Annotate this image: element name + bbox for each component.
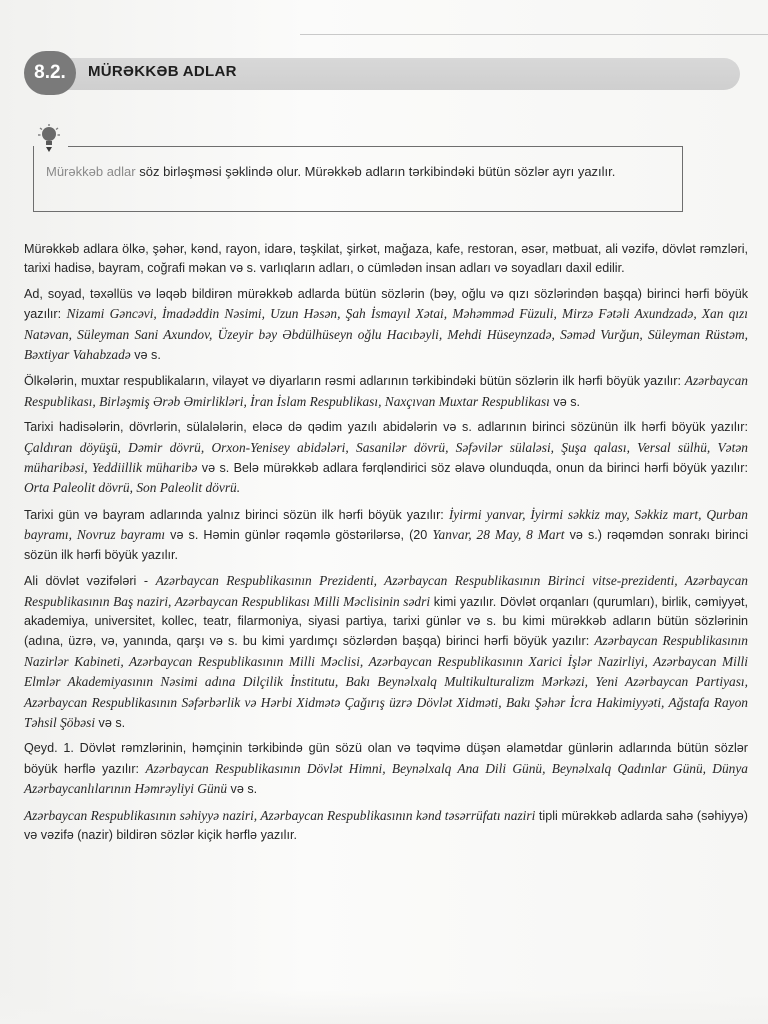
example-text: Çaldıran döyüşü, Dəmir dövrü, Orxon-Yenisey abidələri, Sasanilər dövrü, Səfəvilər sülaləsi, Şuşa qalası, Versal sülhü, Vətən müharibəsi, Yeddiillik müharibə [24, 439, 748, 476]
rule-text: və s. [95, 715, 126, 730]
rule-text: Ad, soyad, təxəllüs və ləqəb bildirən mürəkkəb adlarda bütün sözlərin (bəy, oğlu və qızı sözlərindən başqa) birinci hərfi böyük yazılır: [24, 286, 748, 322]
top-rule [300, 34, 768, 35]
rule-text: və s. [549, 394, 581, 409]
example-text: Azərbaycan Respublikasının səhiyyə naziri, Azərbaycan Respublikasının kənd təsərrüfatı naziri [24, 807, 536, 823]
example-text: Azərbaycan Respublikası, Birləşmiş Ərəb Əmirlikləri, İran İslam Respublikası, Naxçıvan Muxtar Respublikası [24, 373, 748, 409]
paragraph [24, 806, 748, 846]
rule-text: və s. Belə mürəkkəb adlara fərqləndirici söz əlavə olunduqda, onun da birinci hərfi böyük yazılır: [197, 461, 748, 476]
example-text: İyirmi yanvar, İyirmi səkkiz may, Səkkiz mart, Qurban bayramı, Novruz bayramı [24, 506, 748, 543]
rule-text: Qeyd. 1. Dövlət rəmzlərinin, həmçinin tərkibində gün sözü olan və təqvimə düşən əlamətdar günlərin adlarında bütün sözlər böyük hərflə yazılır: [24, 741, 748, 776]
paragraph [24, 505, 748, 565]
rule-text: Tarixi gün və bayram adlarında yalnız birinci sözün ilk hərfi böyük yazılır: [24, 507, 449, 522]
note-text [46, 162, 666, 181]
paragraph [24, 739, 748, 799]
rule-text: və s. [130, 348, 161, 363]
example-text: Yanvar, 28 May, 8 Mart [432, 527, 565, 543]
body-text [24, 240, 748, 851]
note-highlight: Mürəkkəb adlar [46, 164, 136, 179]
paragraph [24, 571, 748, 733]
rule-text: kimi yazılır. Dövlət orqanları (qurumları), birlik, cəmiyyət, akademiya, universitet, kollec, teatr, filarmoniya, siyasi partiya, tarixi günlər və s. bu kimi mürəkkəb adların bütün sözlərinin (adına, üzrə, və, yanında, qarşı və s. bu kimi yardımçı sözlərdən başqa) birinci hərfi böyük yazılır: [24, 594, 748, 649]
paragraph [24, 285, 748, 366]
example-text: Orta Paleolit dövrü, Son Paleolit dövrü. [24, 480, 241, 496]
rule-text: və s. [227, 782, 258, 797]
rule-text: və s. Həmin günlər rəqəmlə göstərilərsə, (20 [165, 528, 433, 543]
paragraph [24, 371, 748, 412]
rule-text: Mürəkkəb adlara ölkə, şəhər, kənd, rayon, idarə, təşkilat, şirkət, mağaza, kafe, restoran, əsər, mətbuat, ali vəzifə, dövlət rəmzləri, tarixi hadisə, bayram, coğrafi məkan və s. varlıqların adları, o cümlədən insan adları və soyadları daxil edilir. [24, 242, 748, 276]
paragraph [24, 240, 748, 279]
rule-text: Tarixi hadisələrin, dövrlərin, sülalələrin, eləcə də qədim yazılı abidələrin və s. adlarının birinci sözünün ilk hərfi böyük yazılır: [24, 420, 748, 435]
example-text: Azərbaycan Respublikasının Nazirlər Kabineti, Azərbaycan Respublikasının Milli Məclisi, Azərbaycan Respublikasının Xarici İşlər Nazirliyi, Azərbaycan Milli Elmlər Akademiyasının Nəsimi adına Dilçilik İnstitutu, Bakı Beynəlxalq Multikulturalizm Mərkəzi, Yeni Azərbaycan Partiyası, Azərbaycan Respublikasının Səfərbərlik və Hərbi Xidmətə Çağırış üzrə Dövlət Xidməti, Bakı Şəhər İcra Hakimiyyəti, Ağstafa Rayon Təhsil Şöbəsi [24, 633, 748, 730]
rule-text: Ölkələrin, muxtar respublikaların, vilayət və diyarların rəsmi adlarının tərkibindəki bütün sözlərin ilk hərfi böyük yazılır: [24, 374, 685, 389]
note-body: söz birləşməsi şəklində olur. Mürəkkəb adların tərkibindəki bütün sözlər ayrı yazılır. [135, 164, 616, 179]
page-bottom-fade [0, 990, 768, 1024]
rule-text: Ali dövlət vəzifələri - [24, 574, 156, 589]
section-title: MÜRƏKKƏB ADLAR [88, 63, 237, 80]
example-text: Azərbaycan Respublikasının Prezidenti, Azərbaycan Respublikasının Birinci vitse-prezidenti, Azərbaycan Respublikasının Baş naziri, Azərbaycan Respublikası Milli Məclisinin sədri [24, 573, 748, 609]
section-number-badge: 8.2. [24, 51, 76, 95]
example-text: Azərbaycan Respublikasının Dövlət Himni, Beynəlxalq Ana Dili Günü, Beynəlxalq Qadınlar Günü, Dünya Azərbaycanlılarının Həmrəyliyi Günü [24, 760, 748, 797]
rule-text: tipli mürəkkəb adlarda sahə (səhiyyə) və vəzifə (nazir) bildirən sözlər kiçik hərflə yazılır. [24, 808, 748, 842]
paragraph [24, 418, 748, 499]
example-text: Nizami Gəncəvi, İmadəddin Nəsimi, Uzun Həsən, Şah İsmayıl Xətai, Məhəmməd Füzuli, Mirzə Fətəli Axundzadə, Xan qızı Natəvan, Süleyman Sani Axundov, Üzeyir bəy Əbdülhüseyn oğlu Hacıbəyli, Mehdi Hüseynzadə, Səməd Vurğun, Süleyman Rüstəm, Bəxtiyar Vahabzadə [24, 306, 748, 363]
rule-text: və s.) rəqəmdən sonrakı birinci sözün ilk hərfi böyük yazılır. [24, 528, 748, 562]
